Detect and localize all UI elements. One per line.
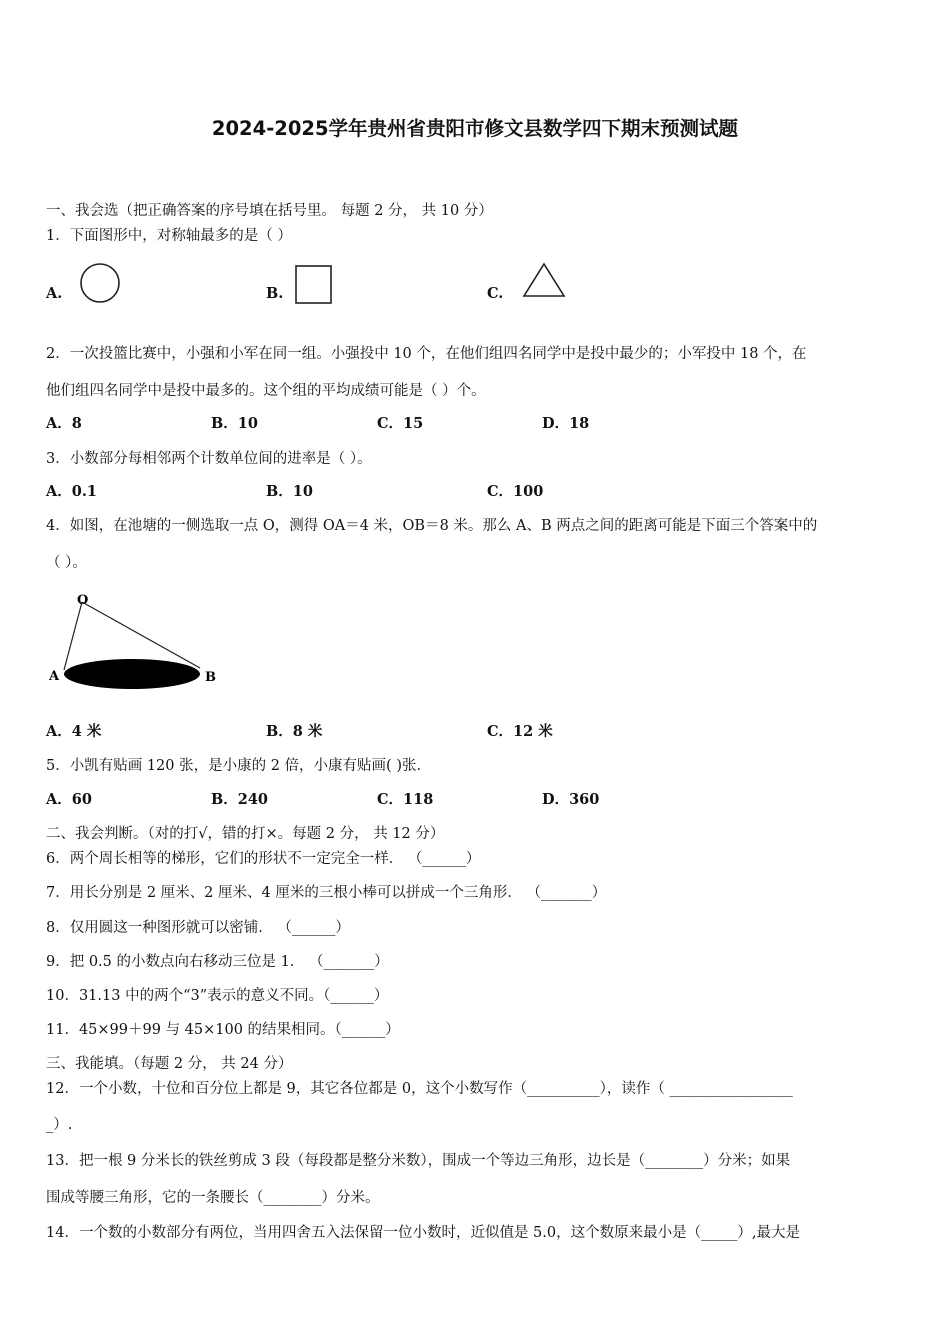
segment-ob [82, 602, 200, 668]
q4-option-b[interactable]: B．8 米 [266, 723, 323, 740]
label-a: A [49, 669, 60, 684]
q5-option-a[interactable]: A．60 [46, 791, 92, 808]
label-b: B [205, 670, 216, 685]
q10-text: 10．31.13 中的两个“3”表示的意义不同。（______） [46, 988, 389, 1004]
q2-option-a[interactable]: A．8 [46, 415, 82, 432]
q5-option-b[interactable]: B．240 [211, 791, 269, 808]
pond-ellipse [64, 659, 200, 689]
q1-text: 1．下面图形中，对称轴最多的是（ ） [46, 228, 292, 244]
circle-icon [80, 263, 122, 305]
q5-option-c[interactable]: C．118 [377, 791, 434, 808]
q6-text: 6．两个周长相等的梯形，它们的形状不一定完全一样． （______） [46, 851, 481, 867]
q4-line1: 4．如图，在池塘的一侧选取一点 O，测得 OA＝4 米，OB＝8 米。那么 A、B 两点之间的距离可能是下面三个答案中的 [46, 518, 818, 534]
section2-heading: 二、我会判断。（对的打√，错的打×。每题 2 分， 共 12 分） [46, 826, 445, 842]
q1-option-c[interactable]: C. [487, 285, 504, 302]
q8-text: 8．仅用圆这一种图形就可以密铺． （______） [46, 920, 350, 936]
q13-line1: 13．把一根 9 分米长的铁丝剪成 3 段（每段都是整分米数），围成一个等边三角形，边长是（________）分米；如果 [46, 1153, 791, 1169]
q7-text: 7．用长分别是 2 厘米、2 厘米、4 厘米的三根小棒可以拼成一个三角形． （_______） [46, 885, 607, 901]
q3-option-b[interactable]: B．10 [266, 483, 313, 500]
q9-text: 9．把 0.5 的小数点向右移动三位是 1． （_______） [46, 954, 389, 970]
triangle-icon [523, 262, 567, 300]
q1-option-b[interactable]: B. [266, 285, 284, 302]
q2-option-c[interactable]: C．15 [377, 415, 424, 432]
q5-option-d[interactable]: D．360 [542, 791, 600, 808]
q3-option-a[interactable]: A．0.1 [46, 483, 97, 500]
q2-option-d[interactable]: D．18 [542, 415, 590, 432]
section3-heading: 三、我能填。（每题 2 分， 共 24 分） [46, 1056, 293, 1072]
q3-text: 3．小数部分每相邻两个计数单位间的进率是（ ）。 [46, 451, 372, 467]
q3-option-c[interactable]: C．100 [487, 483, 544, 500]
q4-option-a[interactable]: A．4 米 [46, 723, 102, 740]
q4-option-c[interactable]: C．12 米 [487, 723, 553, 740]
q14-line1: 14．一个数的小数部分有两位，当用四舍五入法保留一位小数时，近似值是 5.0，这个数原来最小是（_____）,最大是 [46, 1225, 800, 1241]
q2-line2: 他们组四名同学中是投中最多的。这个组的平均成绩可能是（ ）个。 [46, 383, 486, 399]
q12-line2: _）. [46, 1117, 73, 1133]
square-icon [295, 265, 335, 305]
q4-line2: （ ）。 [46, 555, 87, 571]
q5-text: 5．小凯有贴画 120 张，是小康的 2 倍，小康有贴画( )张． [46, 758, 431, 774]
q13-line2: 围成等腰三角形，它的一条腰长（________）分米。 [46, 1190, 380, 1206]
label-o: O [77, 593, 89, 608]
q11-text: 11．45×99＋99 与 45×100 的结果相同。（______） [46, 1022, 400, 1038]
pond-figure [40, 588, 230, 698]
section1-heading: 一、我会选（把正确答案的序号填在括号里。 每题 2 分， 共 10 分） [46, 203, 493, 219]
page-title: 2024-2025学年贵州省贵阳市修文县数学四下期末预测试题 [211, 117, 739, 140]
q12-line1: 12．一个小数，十位和百分位上都是 9，其它各位都是 0，这个小数写作（__________），读作（ _________________ [46, 1081, 793, 1097]
q1-option-a[interactable]: A. [46, 285, 63, 302]
segment-oa [64, 602, 82, 670]
q2-line1: 2．一次投篮比赛中，小强和小军在同一组。小强投中 10 个，在他们组四名同学中是投中最少的；小军投中 18 个，在 [46, 346, 807, 362]
q2-option-b[interactable]: B．10 [211, 415, 258, 432]
